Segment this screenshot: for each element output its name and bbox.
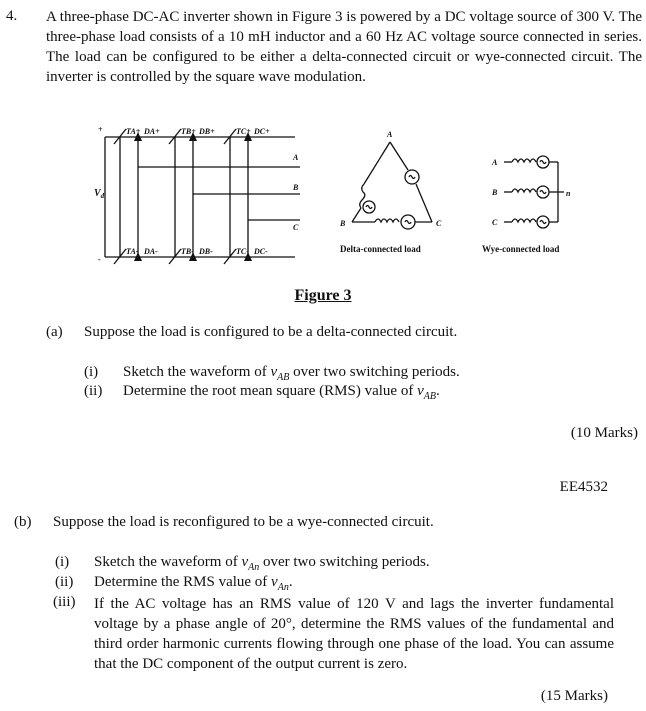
output-a-label: A (293, 153, 299, 162)
part-a-i-text: Sketch the waveform of $v_{AB}$ over two switching periods. (123, 364, 460, 383)
delta-node-b: B (340, 219, 346, 228)
tc-minus-label: TC- (236, 247, 249, 256)
delta-node-c: C (436, 219, 442, 228)
part-b-label: (b) (14, 514, 32, 530)
question-text: A three-phase DC-AC inverter shown in Figure 3 is powered by a DC voltage source of 300 V. The three-phase load consists of a 10 mH inductor and a 60 Hz AC voltage source connected in series. The load can be configured to be either a delta-connected circuit or wye-connected circuit. The inverter is controlled by the square wave modulation. (46, 9, 642, 85)
delta-load (352, 142, 432, 229)
output-b-label: B (293, 183, 299, 192)
part-b-text: Suppose the load is reconfigured to be a wye-connected circuit. (53, 514, 434, 530)
delta-node-a: A (387, 130, 393, 139)
wye-node-b: B (492, 188, 498, 197)
plus-label: + (98, 125, 103, 134)
delta-caption: Delta-connected load (340, 244, 421, 254)
part-b-i-text: Sketch the waveform of $v_{An}$ over two switching periods. (94, 554, 430, 573)
part-b-iii-label: (iii) (53, 594, 76, 610)
figure-3-circuit (90, 112, 610, 277)
dc-plus-label: DC+ (254, 127, 270, 136)
dc-minus-label: DC- (254, 247, 268, 256)
part-a-ii-text: Determine the root mean square (RMS) value of $v_{AB}$. (123, 383, 440, 402)
tb-plus-label: TB+ (181, 127, 196, 136)
part-a-marks: (10 Marks) (570, 425, 638, 441)
vd-label: $V_d$ (94, 188, 105, 200)
output-c-label: C (293, 223, 299, 232)
wye-caption: Wye-connected load (482, 244, 560, 254)
tb-minus-label: TB- (181, 247, 194, 256)
part-b-ii-label: (ii) (55, 574, 74, 590)
wye-node-c: C (492, 218, 498, 227)
course-code: EE4532 (559, 479, 608, 495)
db-plus-label: DB+ (199, 127, 215, 136)
part-b-marks: (15 Marks) (540, 688, 608, 704)
wye-load (504, 156, 564, 228)
part-a-i-label: (i) (84, 364, 99, 380)
part-a-ii-label: (ii) (84, 383, 103, 399)
wye-node-n: n (566, 189, 571, 198)
ta-plus-label: TA+ (126, 127, 141, 136)
question-number: 4. (6, 8, 18, 24)
wye-node-a: A (492, 158, 498, 167)
part-b-ii-text: Determine the RMS value of $v_{An}$. (94, 574, 293, 593)
da-minus-label: DA- (144, 247, 158, 256)
part-b-iii-text: If the AC voltage has an RMS value of 120 V and lags the inverter fundamental voltage by a phase angle of 20°, determine the RMS values of the fundamental and third order harmonic currents flowing through one phase of the load. You can assume that the DC component of the output current is zero. (94, 596, 614, 672)
da-plus-label: DA+ (144, 127, 160, 136)
ta-minus-label: TA- (126, 247, 139, 256)
part-b-i-label: (i) (55, 554, 70, 570)
part-a-label: (a) (46, 324, 63, 340)
db-minus-label: DB- (199, 247, 213, 256)
minus-label: - (98, 255, 101, 264)
tc-plus-label: TC+ (236, 127, 251, 136)
figure-caption: Figure 3 (294, 287, 352, 304)
part-a-text: Suppose the load is configured to be a delta-connected circuit. (84, 324, 458, 340)
